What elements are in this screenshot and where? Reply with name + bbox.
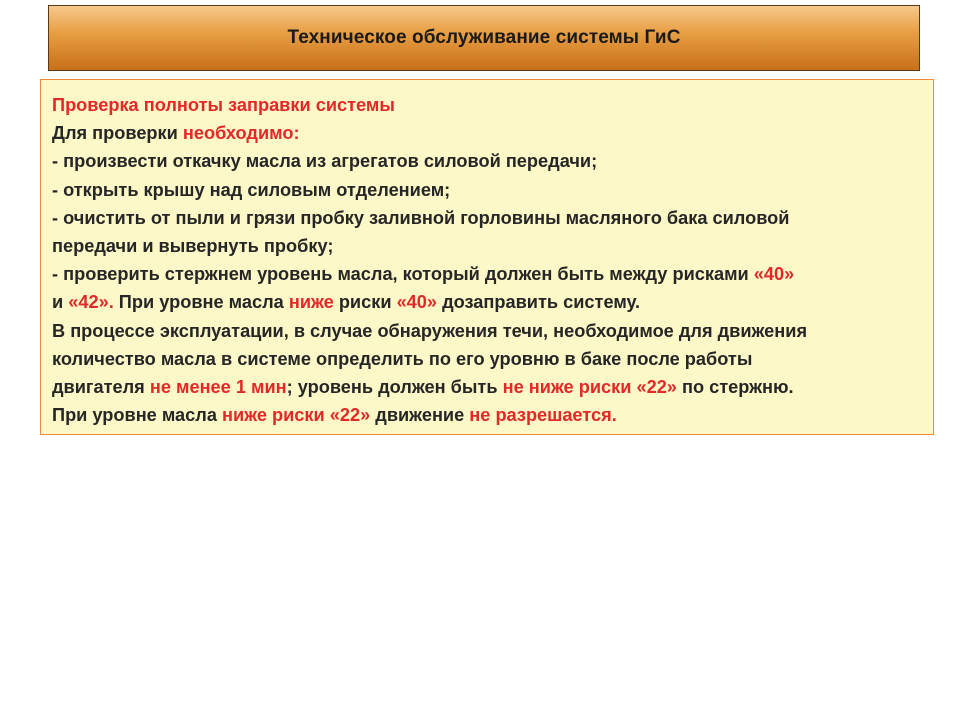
text-segment: количество масла в системе определить по его уровню в баке после работы: [52, 348, 753, 369]
text-line: [52, 232, 923, 260]
text-segment: дозаправить систему.: [437, 292, 641, 313]
text-line: [52, 176, 923, 204]
text-line: [52, 373, 923, 401]
text-line: [52, 288, 923, 316]
text-segment: Для проверки: [52, 123, 183, 144]
text-line: [52, 260, 923, 288]
text-segment: При уровне масла: [113, 292, 289, 313]
text-segment: движение: [370, 405, 470, 426]
highlighted-text: «42».: [68, 292, 114, 313]
highlighted-text: необходимо:: [182, 123, 300, 144]
text-segment: и: [52, 292, 69, 313]
highlighted-text: не разрешается.: [469, 405, 617, 426]
highlighted-text: не менее 1 мин: [149, 377, 287, 398]
section-heading: Проверка полноты заправки системы: [52, 95, 395, 115]
slide-title: Техническое обслуживание системы ГиС: [287, 27, 681, 48]
text-segment: В процессе эксплуатации, в случае обнаружения течи, необходимое для движения: [52, 320, 808, 341]
text-segment: - проверить стержнем уровень масла, который должен быть между рисками: [52, 264, 754, 285]
text-line: [52, 317, 923, 345]
text-segment: - очистить от пыли и грязи пробку заливной горловины масляного бака силовой: [52, 207, 790, 228]
text-segment: ; уровень должен быть: [286, 377, 503, 398]
highlighted-text: ниже риски «22»: [222, 405, 371, 426]
content-panel: [40, 79, 934, 435]
text-segment: двигателя: [52, 377, 150, 398]
highlighted-text: «40»: [753, 264, 795, 285]
text-segment: риски: [333, 292, 397, 313]
highlighted-text: ниже: [288, 292, 334, 313]
slide-title-banner: [48, 5, 920, 71]
text-segment: - произвести откачку масла из агрегатов силовой передачи;: [52, 151, 598, 172]
text-line: [52, 401, 923, 429]
text-segment: - открыть крышу над силовым отделением;: [52, 179, 451, 200]
highlighted-text: «40»: [396, 292, 438, 313]
text-segment: При уровне масла: [52, 405, 223, 426]
text-line: [52, 204, 923, 232]
text-line: [52, 147, 923, 175]
instruction-text: [52, 119, 923, 429]
text-segment: по стержню.: [676, 377, 794, 398]
text-line: [52, 119, 923, 147]
text-segment: передачи и вывернуть пробку;: [52, 236, 334, 257]
highlighted-text: не ниже риски «22»: [502, 377, 677, 398]
text-line: [52, 345, 923, 373]
